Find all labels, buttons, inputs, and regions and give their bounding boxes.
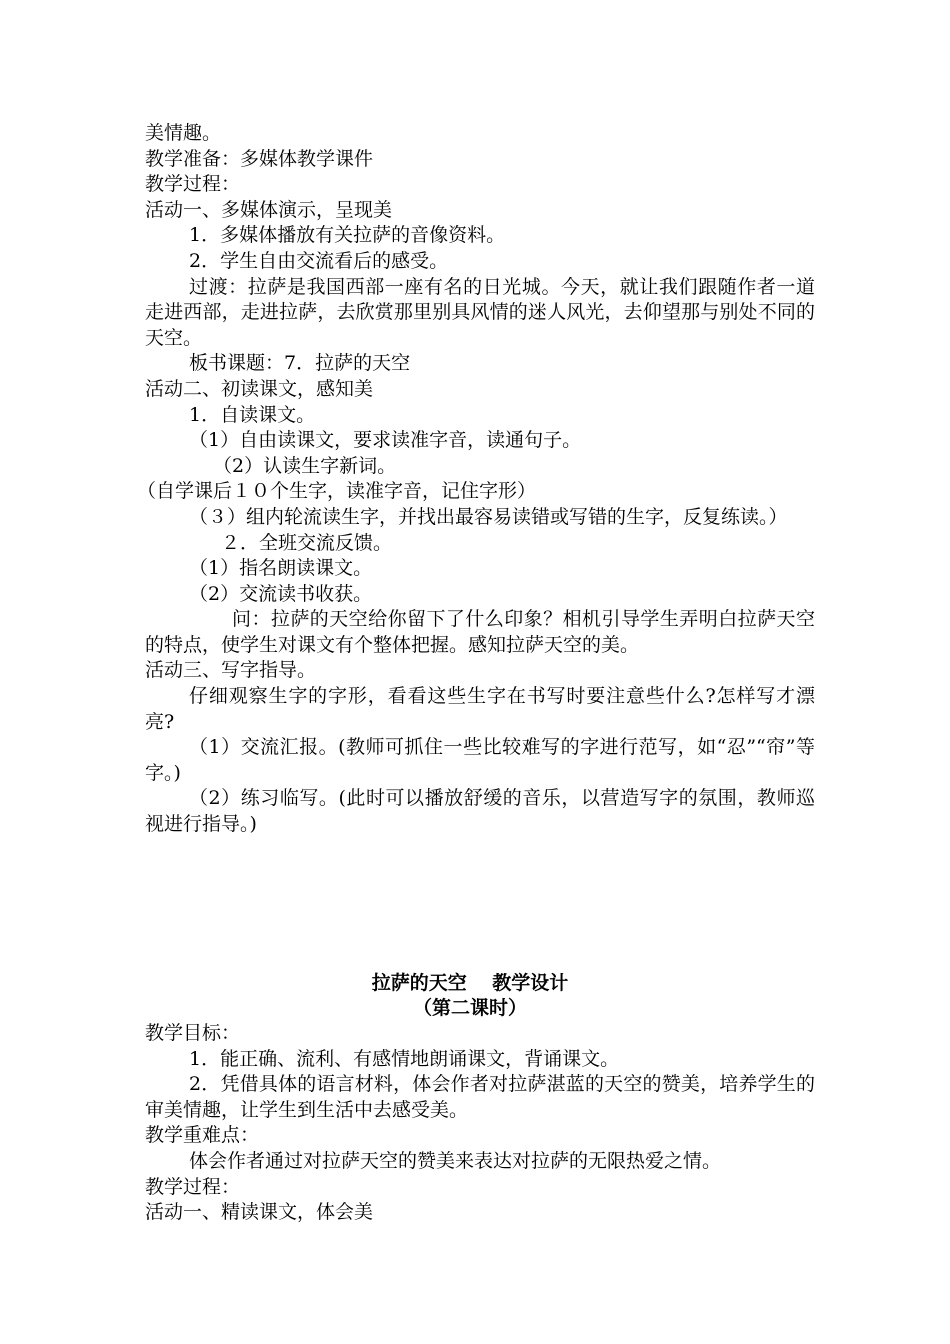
paragraph: 教学准备：多媒体教学课件 bbox=[145, 147, 374, 170]
section-heading: 活动二、初读课文，感知美 bbox=[145, 377, 374, 400]
paragraph: 教学过程： bbox=[145, 173, 241, 196]
paragraph: 1．多媒体播放有关拉萨的音像资料。 bbox=[189, 224, 506, 247]
paragraph: 美情趣。 bbox=[145, 122, 222, 144]
paragraph: （1）自由读课文，要求读准字音，读通句子。 bbox=[189, 429, 582, 452]
section-heading: 教学重难点： bbox=[145, 1124, 260, 1147]
paragraph: 1．自读课文。 bbox=[189, 403, 316, 426]
paragraph: 体会作者通过对拉萨天空的赞美来表达对拉萨的无限热爱之情。 bbox=[189, 1149, 722, 1172]
paragraph: 问：拉萨的天空给你留下了什么印象？相机引导学生弄明白拉萨天空的特点，使学生对课文有个整体把握。感知拉萨天空的美。 bbox=[145, 608, 815, 656]
paragraph: （2）认读生字新词。 bbox=[213, 454, 397, 477]
paragraph: 2．凭借具体的语言材料，体会作者对拉萨湛蓝的天空的赞美，培养学生的审美情趣，让学生到生活中去感受美。 bbox=[145, 1073, 815, 1121]
paragraph: （2）练习临写。(此时可以播放舒缓的音乐，以营造写字的氛围，教师巡视进行指导。) bbox=[145, 787, 815, 836]
paragraph: （３）组内轮流读生字，并找出最容易读错或写错的生字，反复练读。） bbox=[189, 505, 788, 528]
paragraph: 2．学生自由交流看后的感受。 bbox=[189, 249, 449, 272]
section-heading: 活动一、精读课文，体会美 bbox=[145, 1201, 374, 1224]
paragraph: 1．能正确、流利、有感情地朗诵课文，背诵课文。 bbox=[189, 1047, 620, 1070]
paragraph: 过渡：拉萨是我国西部一座有名的日光城。今天，就让我们跟随作者一道走进西部，走进拉萨，去欣赏那里别具风情的迷人风光，去仰望那与别处不同的天空。 bbox=[145, 275, 815, 349]
paragraph: （自学课后１０个生字，读准字音，记住字形） bbox=[137, 480, 537, 503]
paragraph: （2）交流读书收获。 bbox=[189, 582, 373, 605]
document-title: 拉萨的天空 教学设计 bbox=[371, 972, 569, 994]
paragraph: ２．全班交流反馈。 bbox=[221, 531, 393, 554]
document-subtitle: （第二课时） bbox=[412, 997, 527, 1019]
paragraph: 板书课题：7．拉萨的天空 bbox=[189, 352, 411, 375]
section-heading: 活动一、多媒体演示，呈现美 bbox=[145, 198, 393, 221]
paragraph: （1）指名朗读课文。 bbox=[189, 557, 373, 580]
paragraph: （1）交流汇报。(教师可抓住一些比较难写的字进行范写，如“忍”“帘”等字。) bbox=[145, 736, 815, 784]
paragraph: 仔细观察生字的字形，看看这些生字在书写时要注意些什么?怎样写才漂亮? bbox=[145, 685, 815, 733]
section-heading: 教学目标： bbox=[145, 1022, 241, 1044]
section-heading: 教学过程： bbox=[145, 1175, 241, 1198]
lesson-one-section bbox=[137, 121, 815, 838]
section-heading: 活动三、写字指导。 bbox=[145, 659, 317, 682]
lesson-two-section bbox=[145, 1021, 815, 1226]
